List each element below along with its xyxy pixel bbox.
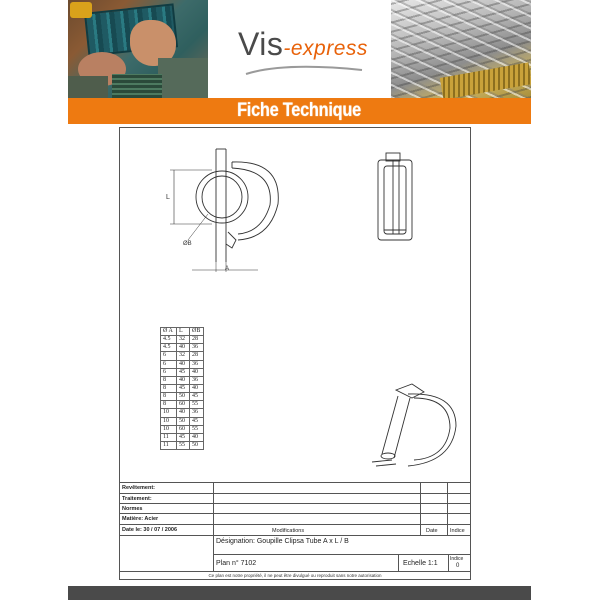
cell-l: 32 (177, 336, 190, 344)
header-cell: Ø A (161, 328, 177, 336)
dim-l-label: L (166, 194, 170, 201)
table-row (161, 336, 204, 344)
cell-b: 36 (190, 360, 204, 368)
dim-a-label: A (225, 266, 230, 272)
table-row (161, 376, 204, 384)
table-row (161, 368, 204, 376)
ownership-notice: Ce plan est notre propriété, il ne peut être divulgué ou reproduit sans notre autorisation (208, 573, 382, 578)
cell-l: 40 (177, 344, 190, 352)
cell-b: 40 (190, 384, 204, 392)
table-row (161, 352, 204, 360)
table-row (161, 360, 204, 368)
designation-text: Désignation: Goupille Clipsa Tube A x L / B (216, 538, 349, 545)
header-cell: ØB (190, 328, 204, 336)
date-column-header: Date (426, 528, 438, 534)
dim-b-label: ØB (183, 241, 192, 247)
table-row (161, 425, 204, 433)
cell-a: 10 (161, 425, 177, 433)
cell-a: 6 (161, 368, 177, 376)
cell-b: 55 (190, 425, 204, 433)
cell-a: 8 (161, 401, 177, 409)
cell-l: 50 (177, 393, 190, 401)
cell-l: 45 (177, 384, 190, 392)
table-row (161, 344, 204, 352)
cell-l: 50 (177, 417, 190, 425)
cell-l: 55 (177, 441, 190, 449)
scale-text: Echelle 1:1 (403, 560, 438, 567)
treatment-label: Traitement: (122, 496, 152, 502)
table-row (161, 401, 204, 409)
cell-a: 10 (161, 409, 177, 417)
cell-b: 45 (190, 393, 204, 401)
cell-l: 60 (177, 425, 190, 433)
cell-l: 45 (177, 433, 190, 441)
cell-l: 40 (177, 409, 190, 417)
table-row (161, 433, 204, 441)
cell-a: 4.5 (161, 344, 177, 352)
cell-l: 45 (177, 368, 190, 376)
cell-a: 6 (161, 360, 177, 368)
cell-l: 60 (177, 401, 190, 409)
standards-label: Normes (122, 506, 143, 512)
cell-l: 40 (177, 376, 190, 384)
table-row (161, 441, 204, 449)
cell-b: 28 (190, 352, 204, 360)
page-title: Fiche Technique (237, 100, 362, 121)
cell-a: 11 (161, 441, 177, 449)
index-value: 0 (456, 563, 460, 569)
index-column-header: Indice (450, 528, 465, 534)
cell-a: 10 (161, 417, 177, 425)
header-cell: L (177, 328, 190, 336)
cell-a: 11 (161, 433, 177, 441)
table-row (161, 393, 204, 401)
table-header-row (161, 328, 204, 336)
cell-b: 50 (190, 441, 204, 449)
modifications-header: Modifications (272, 528, 305, 534)
cell-l: 32 (177, 352, 190, 360)
cell-a: 8 (161, 376, 177, 384)
cell-a: 6 (161, 352, 177, 360)
table-row (161, 384, 204, 392)
date-label: Date le: 30 / 07 / 2006 (122, 527, 178, 533)
cell-b: 45 (190, 417, 204, 425)
cell-b: 55 (190, 401, 204, 409)
material-label: Matière: Acier (122, 516, 159, 522)
cell-b: 36 (190, 409, 204, 417)
plan-number: Plan n° 7102 (216, 560, 257, 567)
table-row (161, 417, 204, 425)
dimensions-table (160, 327, 204, 450)
cell-a: 4.5 (161, 336, 177, 344)
footer-bar (68, 586, 531, 600)
cell-l: 40 (177, 360, 190, 368)
cell-b: 40 (190, 433, 204, 441)
coating-label: Revêtement: (122, 485, 156, 491)
table-row (161, 409, 204, 417)
brand-logo: Vis-express (238, 26, 368, 62)
cell-b: 36 (190, 376, 204, 384)
cell-b: 28 (190, 336, 204, 344)
cell-b: 40 (190, 368, 204, 376)
cell-a: 8 (161, 393, 177, 401)
cell-a: 8 (161, 384, 177, 392)
cell-b: 36 (190, 344, 204, 352)
index-label: Indice (450, 556, 464, 562)
